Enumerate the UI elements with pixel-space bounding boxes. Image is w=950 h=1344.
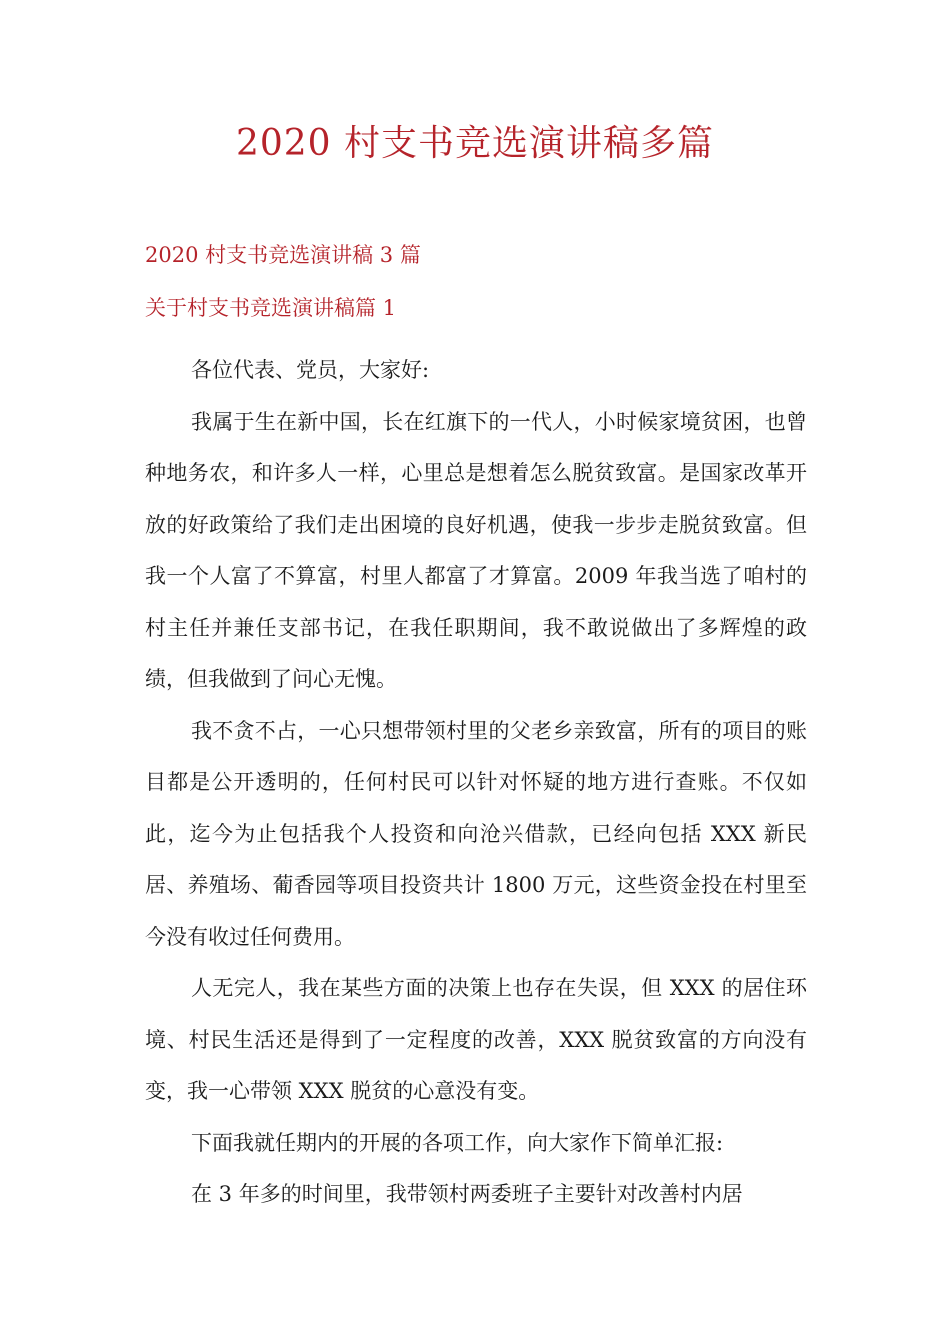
paragraph-background: 我属于生在新中国，长在红旗下的一代人，小时候家境贫困，也曾种地务农，和许多人一样，心里总是想着怎么脱贫致富。是国家改革开放的好政策给了我们走出困境的良好机遇，使我一步步走脱贫致富。但我一个人富了不算富，村里人都富了才算富。2009 年我当选了咱村的村主任并兼任支部书记，在我任职期间，我不敢说做出了多辉煌的政绩，但我做到了问心无愧。 <box>145 409 807 691</box>
paragraph-greeting: 各位代表、党员，大家好: <box>191 358 430 382</box>
document-body <box>145 345 807 1221</box>
document-title: 2020 村支书竞选演讲稿多篇 <box>235 123 715 164</box>
paragraph-work-summary: 在 3 年多的时间里，我带领村两委班子主要针对改善村内居 <box>191 1182 743 1206</box>
paragraph-integrity: 我不贪不占，一心只想带领村里的父老乡亲致富，所有的项目的账目都是公开透明的，任何村民可以针对怀疑的地方进行查账。不仅如此，迄今为止包括我个人投资和向沧兴借款，已经向包括 XXX 新民居、养殖场、葡香园等项目投资共计 1800 万元，这些资金投在村里至今没有收过任何费用。 <box>145 718 807 949</box>
paragraph-report-intro: 下面我就任期内的开展的各项工作，向大家作下简单汇报: <box>191 1130 724 1155</box>
paragraph-reflection: 人无完人，我在某些方面的决策上也存在失误，但 XXX 的居住环境、村民生活还是得到了一定程度的改善，XXX 脱贫致富的方向没有变，我一心带领 XXX 脱贫的心意没有变。 <box>145 976 807 1103</box>
subtitle-collection: 2020 村支书竞选演讲稿 3 篇 <box>145 243 421 267</box>
subtitle-section-1: 关于村支书竞选演讲稿篇 1 <box>145 296 397 320</box>
